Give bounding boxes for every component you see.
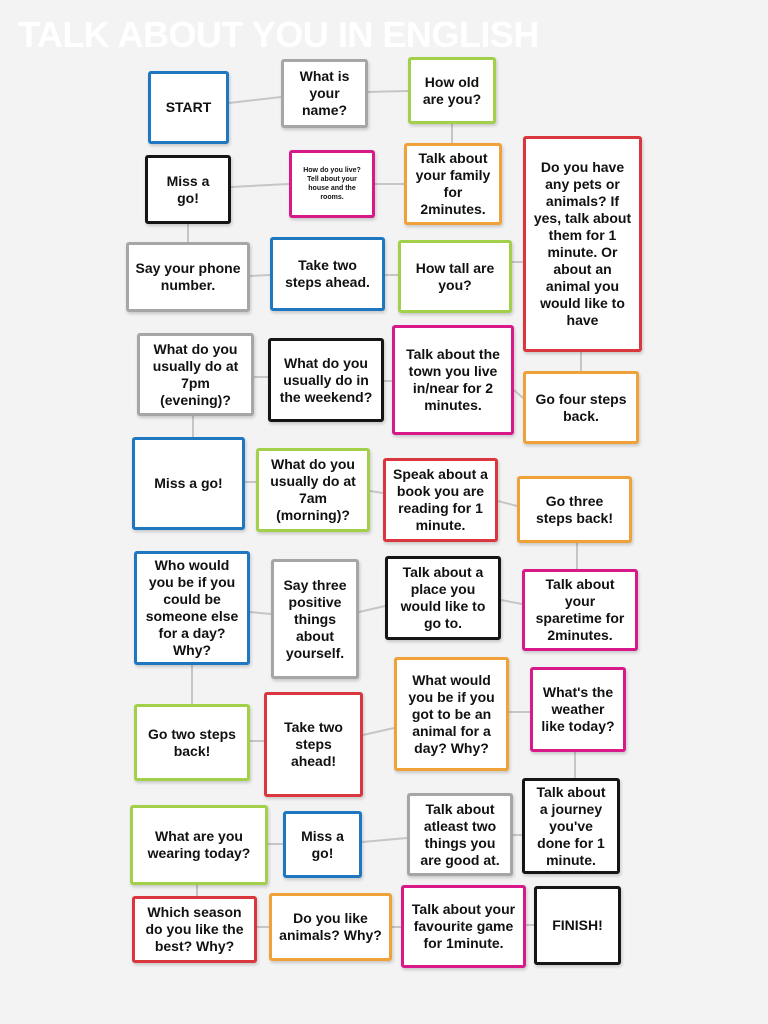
connector (363, 728, 394, 735)
square-two-steps-back: Go two steps back! (134, 704, 250, 781)
square-animal-for-a-day: What would you be if you got to be an animal for a day? Why? (394, 657, 509, 771)
square-age: How old are you? (408, 57, 496, 124)
square-weekend: What do you usually do in the weekend? (268, 338, 384, 422)
connector (362, 838, 407, 842)
connector (250, 275, 270, 276)
square-season: Which season do you like the best? Why? (132, 896, 257, 963)
connector (514, 390, 523, 398)
square-someone-else: Who would you be if you could be someone else for a day? Why? (134, 551, 250, 665)
finish-square: FINISH! (534, 886, 621, 965)
square-sparetime: Talk about your sparetime for 2minutes. (522, 569, 638, 651)
connector (231, 184, 289, 187)
connector (359, 606, 385, 612)
square-family: Talk about your family for 2minutes. (404, 143, 502, 225)
square-place: Talk about a place you would like to go to. (385, 556, 501, 640)
square-favourite-game: Talk about your favourite game for 1minute. (401, 885, 526, 968)
square-two-steps-ahead-2: Take two steps ahead! (264, 692, 363, 797)
square-phone: Say your phone number. (126, 242, 250, 312)
square-7am: What do you usually do at 7am (morning)? (256, 448, 370, 532)
square-weather: What's the weather like today? (530, 667, 626, 752)
square-like-animals: Do you like animals? Why? (269, 893, 392, 961)
square-book: Speak about a book you are reading for 1 minute. (383, 458, 498, 542)
square-house: How do you live? Tell about your house and the rooms. (289, 150, 375, 218)
square-tall: How tall are you? (398, 240, 512, 313)
start-square: START (148, 71, 229, 144)
square-four-steps-back: Go four steps back. (523, 371, 639, 444)
connector (370, 491, 383, 493)
square-wearing: What are you wearing today? (130, 805, 268, 885)
square-pets: Do you have any pets or animals? If yes, talk about them for 1 minute. Or about an animal you would like to have (523, 136, 642, 352)
connector (368, 91, 408, 92)
square-good-at: Talk about atleast two things you are good at. (407, 793, 513, 876)
square-journey: Talk about a journey you've done for 1 minute. (522, 778, 620, 874)
square-positive-things: Say three positive things about yourself. (271, 559, 359, 679)
square-miss-a-go-2: Miss a go! (132, 437, 245, 530)
connector (501, 600, 522, 604)
square-two-steps-ahead-1: Take two steps ahead. (270, 237, 385, 311)
connector (250, 612, 271, 614)
square-7pm: What do you usually do at 7pm (evening)? (137, 333, 254, 416)
board-title: TALK ABOUT YOU IN ENGLISH (18, 14, 539, 55)
square-name: What is your name? (281, 59, 368, 128)
connector (229, 97, 281, 103)
square-town: Talk about the town you live in/near for 2 minutes. (392, 325, 514, 435)
square-miss-a-go-3: Miss a go! (283, 811, 362, 878)
connector (498, 501, 517, 506)
square-miss-a-go-1: Miss a go! (145, 155, 231, 224)
square-three-steps-back: Go three steps back! (517, 476, 632, 543)
